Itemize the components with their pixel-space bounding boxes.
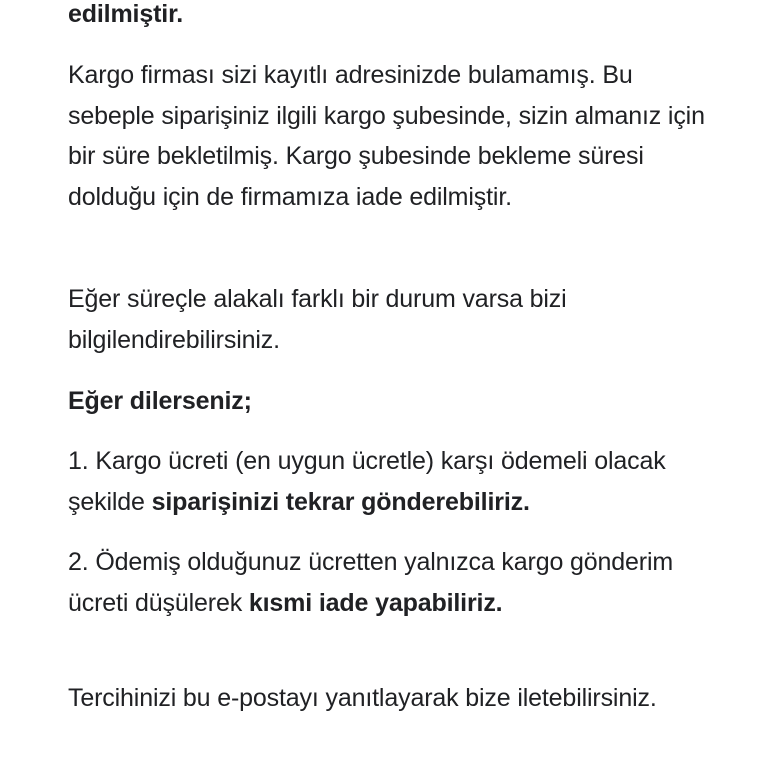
paragraph-cargo-returned: Kargo firması sizi kayıtlı adresinizde bulamamış. Bu sebeple siparişiniz ilgili kargo şubesinde, sizin almanız için bir süre bekletilmiş. Kargo şubesinde bekleme süresi dolduğu için de firmamıza iade edilmiştir. (68, 61, 705, 211)
option-partial-refund (68, 542, 708, 623)
option-resend-text: 1. Kargo ücreti (en uygun ücretle) karşı ödemeli olacak şekilde (68, 447, 666, 516)
option-resend-bold: siparişinizi tekrar gönderebiliriz. (151, 487, 530, 516)
closing-paragraph: Tercihinizi bu e-postayı yanıtlayarak bize iletebilirsiniz. (68, 684, 657, 712)
option-resend (68, 441, 708, 522)
option-partial-refund-bold: kısmi iade yapabiliriz. (248, 588, 503, 617)
heading-continuation: edilmiştir. (68, 0, 184, 28)
option-partial-refund-text: 2. Ödemiş olduğunuz ücretten yalnızca kargo gönderim ücreti düşülerek (68, 548, 674, 617)
options-title: Eğer dilerseniz; (68, 387, 252, 415)
paragraph-inform-us: Eğer süreçle alakalı farklı bir durum varsa bizi bilgilendirebilirsiniz. (68, 285, 567, 354)
